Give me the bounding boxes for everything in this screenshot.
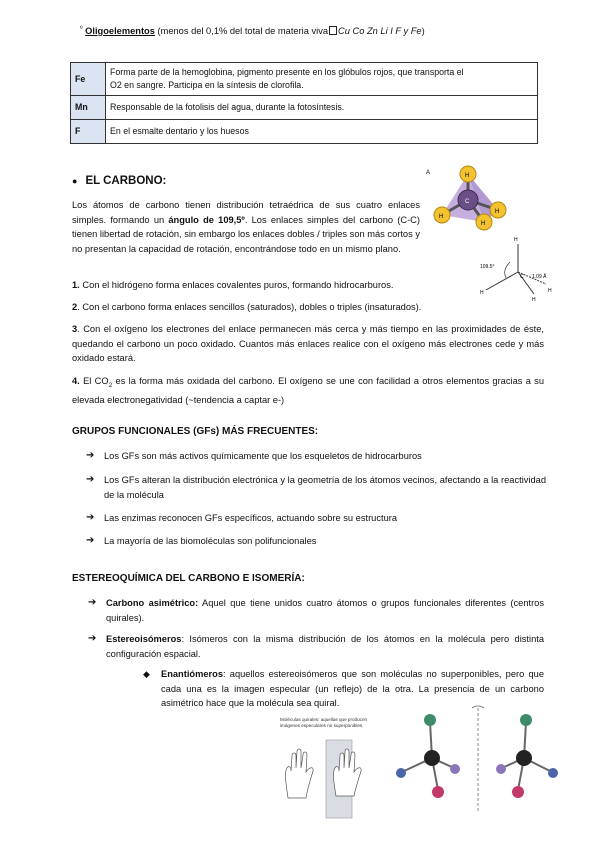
- carbono-point-4: [72, 374, 544, 408]
- point-number: 2: [72, 302, 78, 312]
- arrow-icon: ➔: [88, 597, 97, 608]
- point-subscript: 2: [108, 381, 113, 389]
- atom-green: [520, 714, 532, 726]
- carbono-point-3: [72, 322, 544, 366]
- list-item-text: Los GFs alteran la distribución electrónica y la geometría de los átomos vecinos, afectando a la reactividad de la molécula: [104, 475, 546, 500]
- fig-label-a: A: [426, 170, 431, 176]
- fig-label-h: H: [495, 209, 500, 215]
- point-number: 3: [72, 324, 78, 334]
- table-row: [71, 120, 538, 144]
- def-estereoisomeros: : Isómeros con la misma distribución de los átomos en la molécula pero distinta configuración espacial.: [106, 634, 544, 659]
- hands-caption: Moléculas quirales: aquellas que producen imágenes especulares no superponibles.: [280, 717, 368, 728]
- heading-bullet: ●: [72, 176, 78, 186]
- point-number: 1.: [72, 280, 80, 290]
- grupos-heading: GRUPOS FUNCIONALES (GFs) MÁS FRECUENTES:: [72, 426, 319, 437]
- point-text: El CO: [79, 376, 109, 386]
- atom-green: [424, 714, 436, 726]
- mirror-arrow: [472, 706, 484, 708]
- list-item: [86, 449, 546, 464]
- fig-label-c: C: [465, 199, 470, 205]
- enantiomer-molecules-figure: [392, 702, 560, 822]
- oligo-table: [70, 62, 538, 144]
- diagram-label-c: C: [520, 274, 524, 280]
- point-text-b: es la forma más oxidada del carbono. El oxígeno se une con facilidad a otros elementos gracias a su elevada electronegatividad (~tendencia a captar e-): [72, 376, 544, 406]
- arrow-icon: ➔: [88, 633, 97, 644]
- table-symbol: Mn: [71, 96, 106, 120]
- oligo-desc: (menos del 0,1% del total de materia viva: [154, 26, 329, 36]
- atom-red: [432, 786, 444, 798]
- arrow-icon: ➔: [86, 450, 95, 461]
- table-text: Responsable de la fotolisis del agua, durante la fotosíntesis.: [106, 96, 538, 120]
- diagram-label-h: H: [548, 288, 552, 294]
- oligo-box-icon: [329, 26, 337, 35]
- oligo-marker: º: [80, 26, 83, 33]
- list-item: [86, 534, 546, 549]
- list-item: [88, 596, 544, 625]
- table-row: [71, 63, 538, 96]
- atom-purple: [496, 764, 506, 774]
- carbon-atom: [424, 750, 440, 766]
- list-item-text: La mayoría de las biomoléculas son polifuncionales: [104, 536, 317, 546]
- fig-label-h: H: [481, 221, 486, 227]
- arrow-icon: ➔: [86, 535, 95, 546]
- intro-text: Los átomos de carbono tienen distribución tetraédrica de sus cuatro enlaces simples. formando un: [72, 200, 420, 225]
- table-symbol: F: [71, 120, 106, 144]
- fig-label-h: H: [439, 214, 444, 220]
- diamond-icon: ◆: [143, 669, 150, 679]
- angle-arc: [505, 262, 510, 278]
- oligo-line: [80, 26, 425, 36]
- atom-red: [512, 786, 524, 798]
- list-item-text: Los GFs son más activos químicamente que los esqueletos de hidrocarburos: [104, 451, 422, 461]
- table-text: En el esmalte dentario y los huesos: [106, 120, 538, 144]
- table-symbol: Fe: [71, 63, 106, 96]
- arrow-icon: ➔: [86, 474, 95, 485]
- term-asimetrico: Carbono asimétrico:: [106, 598, 199, 608]
- hands-figure: [278, 738, 388, 820]
- oligo-title: Oligoelementos: [85, 26, 155, 36]
- carbono-point-2: [72, 300, 544, 315]
- point-text: . Con el oxígeno los electrones del enlace permanecen más cerca y más tiempo en las proximidades de éste, quedando el carbono un poco oxidado. Cuantos más enlaces realice con el oxígeno más electrones cede y más oxidado estará.: [72, 324, 544, 363]
- def-enantiomeros: : aquellos estereoisómeros que son moléculas no superponibles, pero que cada una es la imagen especular (un reflejo) de la otra. La presencia de un carbono asimétrico hace que la molécula sea quiral.: [161, 669, 544, 708]
- atom-blue: [396, 768, 406, 778]
- arrow-icon: ➔: [86, 512, 95, 523]
- list-item: [88, 632, 544, 661]
- carbono-heading-row: [72, 175, 166, 187]
- table-row: [71, 96, 538, 120]
- intro-text-b: . Los enlaces simples del carbono (C-C) tienen libertad de rotación, sin embargo los enlaces dobles / triples son más cortos y no presentan la capacidad de rotación, encontrándose todo en un mismo plano.: [72, 214, 420, 254]
- term-estereoisomeros: Estereoisómeros: [106, 634, 182, 644]
- carbono-intro: [72, 198, 420, 256]
- diagram-angle: 109.5°: [480, 264, 495, 270]
- list-item: [86, 473, 546, 502]
- list-item-text: Las enzimas reconocen GFs específicos, actuando sobre su estructura: [104, 513, 398, 523]
- atom-purple: [450, 764, 460, 774]
- tetrahedron-figure: [420, 160, 510, 240]
- term-enantiomeros: Enantiómeros: [161, 669, 223, 679]
- fig-label-h: H: [465, 173, 470, 179]
- carbono-point-1: [72, 278, 544, 293]
- list-item: [86, 511, 546, 526]
- atom-blue: [548, 768, 558, 778]
- estereo-heading: ESTEREOQUÍMICA DEL CARBONO E ISOMERÍA:: [72, 573, 305, 584]
- point-number: 4.: [72, 376, 80, 386]
- diagram-label-h: H: [480, 290, 484, 296]
- oligo-elements: Cu Co Zn Li I F y Fe: [338, 26, 422, 36]
- diagram-label-h: H: [514, 237, 518, 243]
- carbono-heading: EL CARBONO:: [85, 175, 167, 187]
- def-asimetrico: Aquel que tiene unidos cuatro átomos o grupos funcionales diferentes (centros quirales).: [106, 598, 544, 623]
- oligo-close: ): [421, 26, 425, 36]
- intro-angle: ángulo de 109,5º: [168, 214, 245, 225]
- point-text: . Con el carbono forma enlaces sencillos (saturados), dobles o triples (insaturados).: [77, 302, 422, 312]
- diagram-bond: 1.09 Å: [532, 274, 547, 280]
- carbon-atom: [516, 750, 532, 766]
- diagram-label-h: H: [532, 297, 536, 302]
- point-text: Con el hidrógeno forma enlaces covalentes puros, formando hidrocarburos.: [79, 280, 394, 290]
- table-text: Forma parte de la hemoglobina, pigmento presente en los glóbulos rojos, que transporta el O2 en sangre. Participa en la síntesis de clorofila.: [106, 63, 538, 96]
- left-hand-icon: [285, 749, 313, 798]
